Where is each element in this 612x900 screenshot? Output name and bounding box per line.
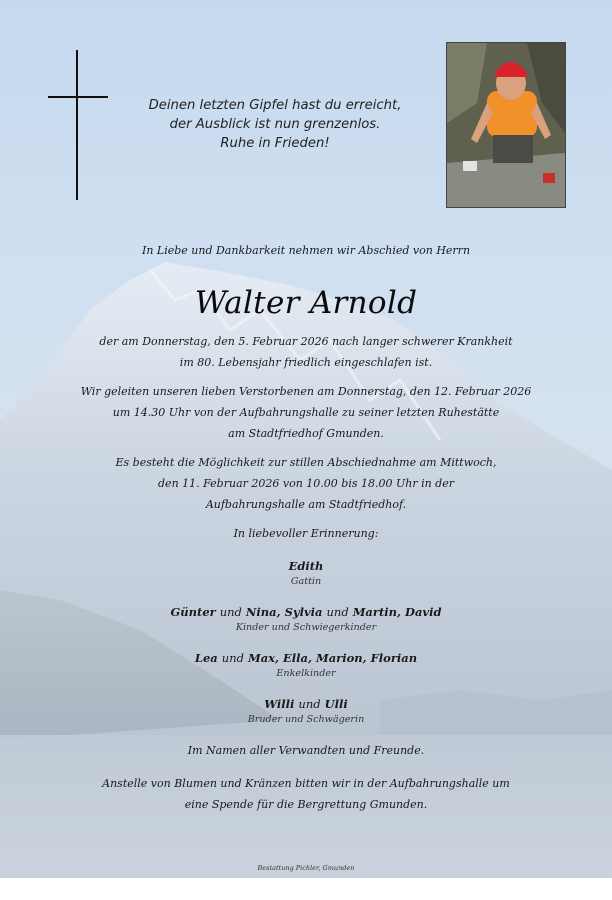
portrait-photo (446, 42, 566, 208)
farewell-details (0, 452, 612, 515)
family-group-grandchildren (0, 650, 612, 682)
deceased-name: Walter Arnold (194, 285, 418, 321)
family-name: Lea (194, 651, 218, 665)
death-notice (0, 331, 612, 373)
motto-verse (130, 96, 420, 153)
family-role: Enkelkinder (276, 668, 336, 679)
funeral-line: um 14.30 Uhr von der Aufbahrungshalle zu seiner letzten Ruhestätte (112, 406, 500, 419)
funeral-line: Wir geleiten unseren lieben Verstorbenen am Donnerstag, den 12. Februar 2026 (80, 385, 532, 398)
donation-request (0, 773, 612, 815)
and-word: und (326, 605, 349, 619)
farewell-line: Aufbahrungshalle am Stadtfriedhof. (205, 498, 407, 511)
family-role: Kinder und Schwiegerkinder (235, 622, 377, 633)
notice-body (0, 240, 612, 815)
farewell-line: den 11. Februar 2026 von 10.00 bis 18.00 Uhr in der (158, 477, 454, 490)
family-name: Ulli (324, 697, 348, 711)
motto-line: der Ausblick ist nun grenzenlos. (169, 117, 381, 132)
family-name: Martin, David (352, 605, 442, 619)
family-role: Bruder und Schwägerin (247, 714, 365, 725)
intro-text: In Liebe und Dankbarkeit nehmen wir Abschied von Herrn (141, 244, 471, 257)
climber-portrait-image (447, 43, 565, 207)
and-word: und (221, 651, 244, 665)
donation-line: Anstelle von Blumen und Kränzen bitten wir in der Aufbahrungshalle um (102, 777, 510, 790)
funeral-details (0, 381, 612, 444)
family-name: Edith (288, 559, 324, 573)
family-name: Günter (170, 605, 216, 619)
death-notice-line: im 80. Lebensjahr friedlich eingeschlafen ist. (179, 356, 433, 369)
funeral-home-credit: Bestattung Pichler, Gmunden (257, 864, 355, 872)
family-name: Nina, Sylvia (245, 605, 323, 619)
family-role: Gattin (290, 576, 322, 587)
motto-line: Deinen letzten Gipfel hast du erreicht, (148, 98, 402, 113)
family-group-spouse (0, 558, 612, 590)
death-notice-line: der am Donnerstag, den 5. Februar 2026 nach langer schwerer Krankheit (99, 335, 513, 348)
family-group-siblings (0, 696, 612, 728)
farewell-line: Es besteht die Möglichkeit zur stillen Abschiednahme am Mittwoch, (115, 456, 497, 469)
donation-line: eine Spende für die Bergrettung Gmunden. (184, 798, 428, 811)
and-word: und (298, 697, 321, 711)
motto-line: Ruhe in Frieden! (220, 136, 330, 151)
cross-icon (48, 50, 108, 200)
family-group-children (0, 604, 612, 636)
remembrance-heading: In liebevoller Erinnerung: (233, 527, 379, 540)
and-word: und (219, 605, 242, 619)
family-name: Willi (264, 697, 295, 711)
relatives-line: Im Namen aller Verwandten und Freunde. (187, 744, 425, 757)
family-name: Max, Ella, Marion, Florian (247, 651, 418, 665)
funeral-line: am Stadtfriedhof Gmunden. (228, 427, 384, 440)
